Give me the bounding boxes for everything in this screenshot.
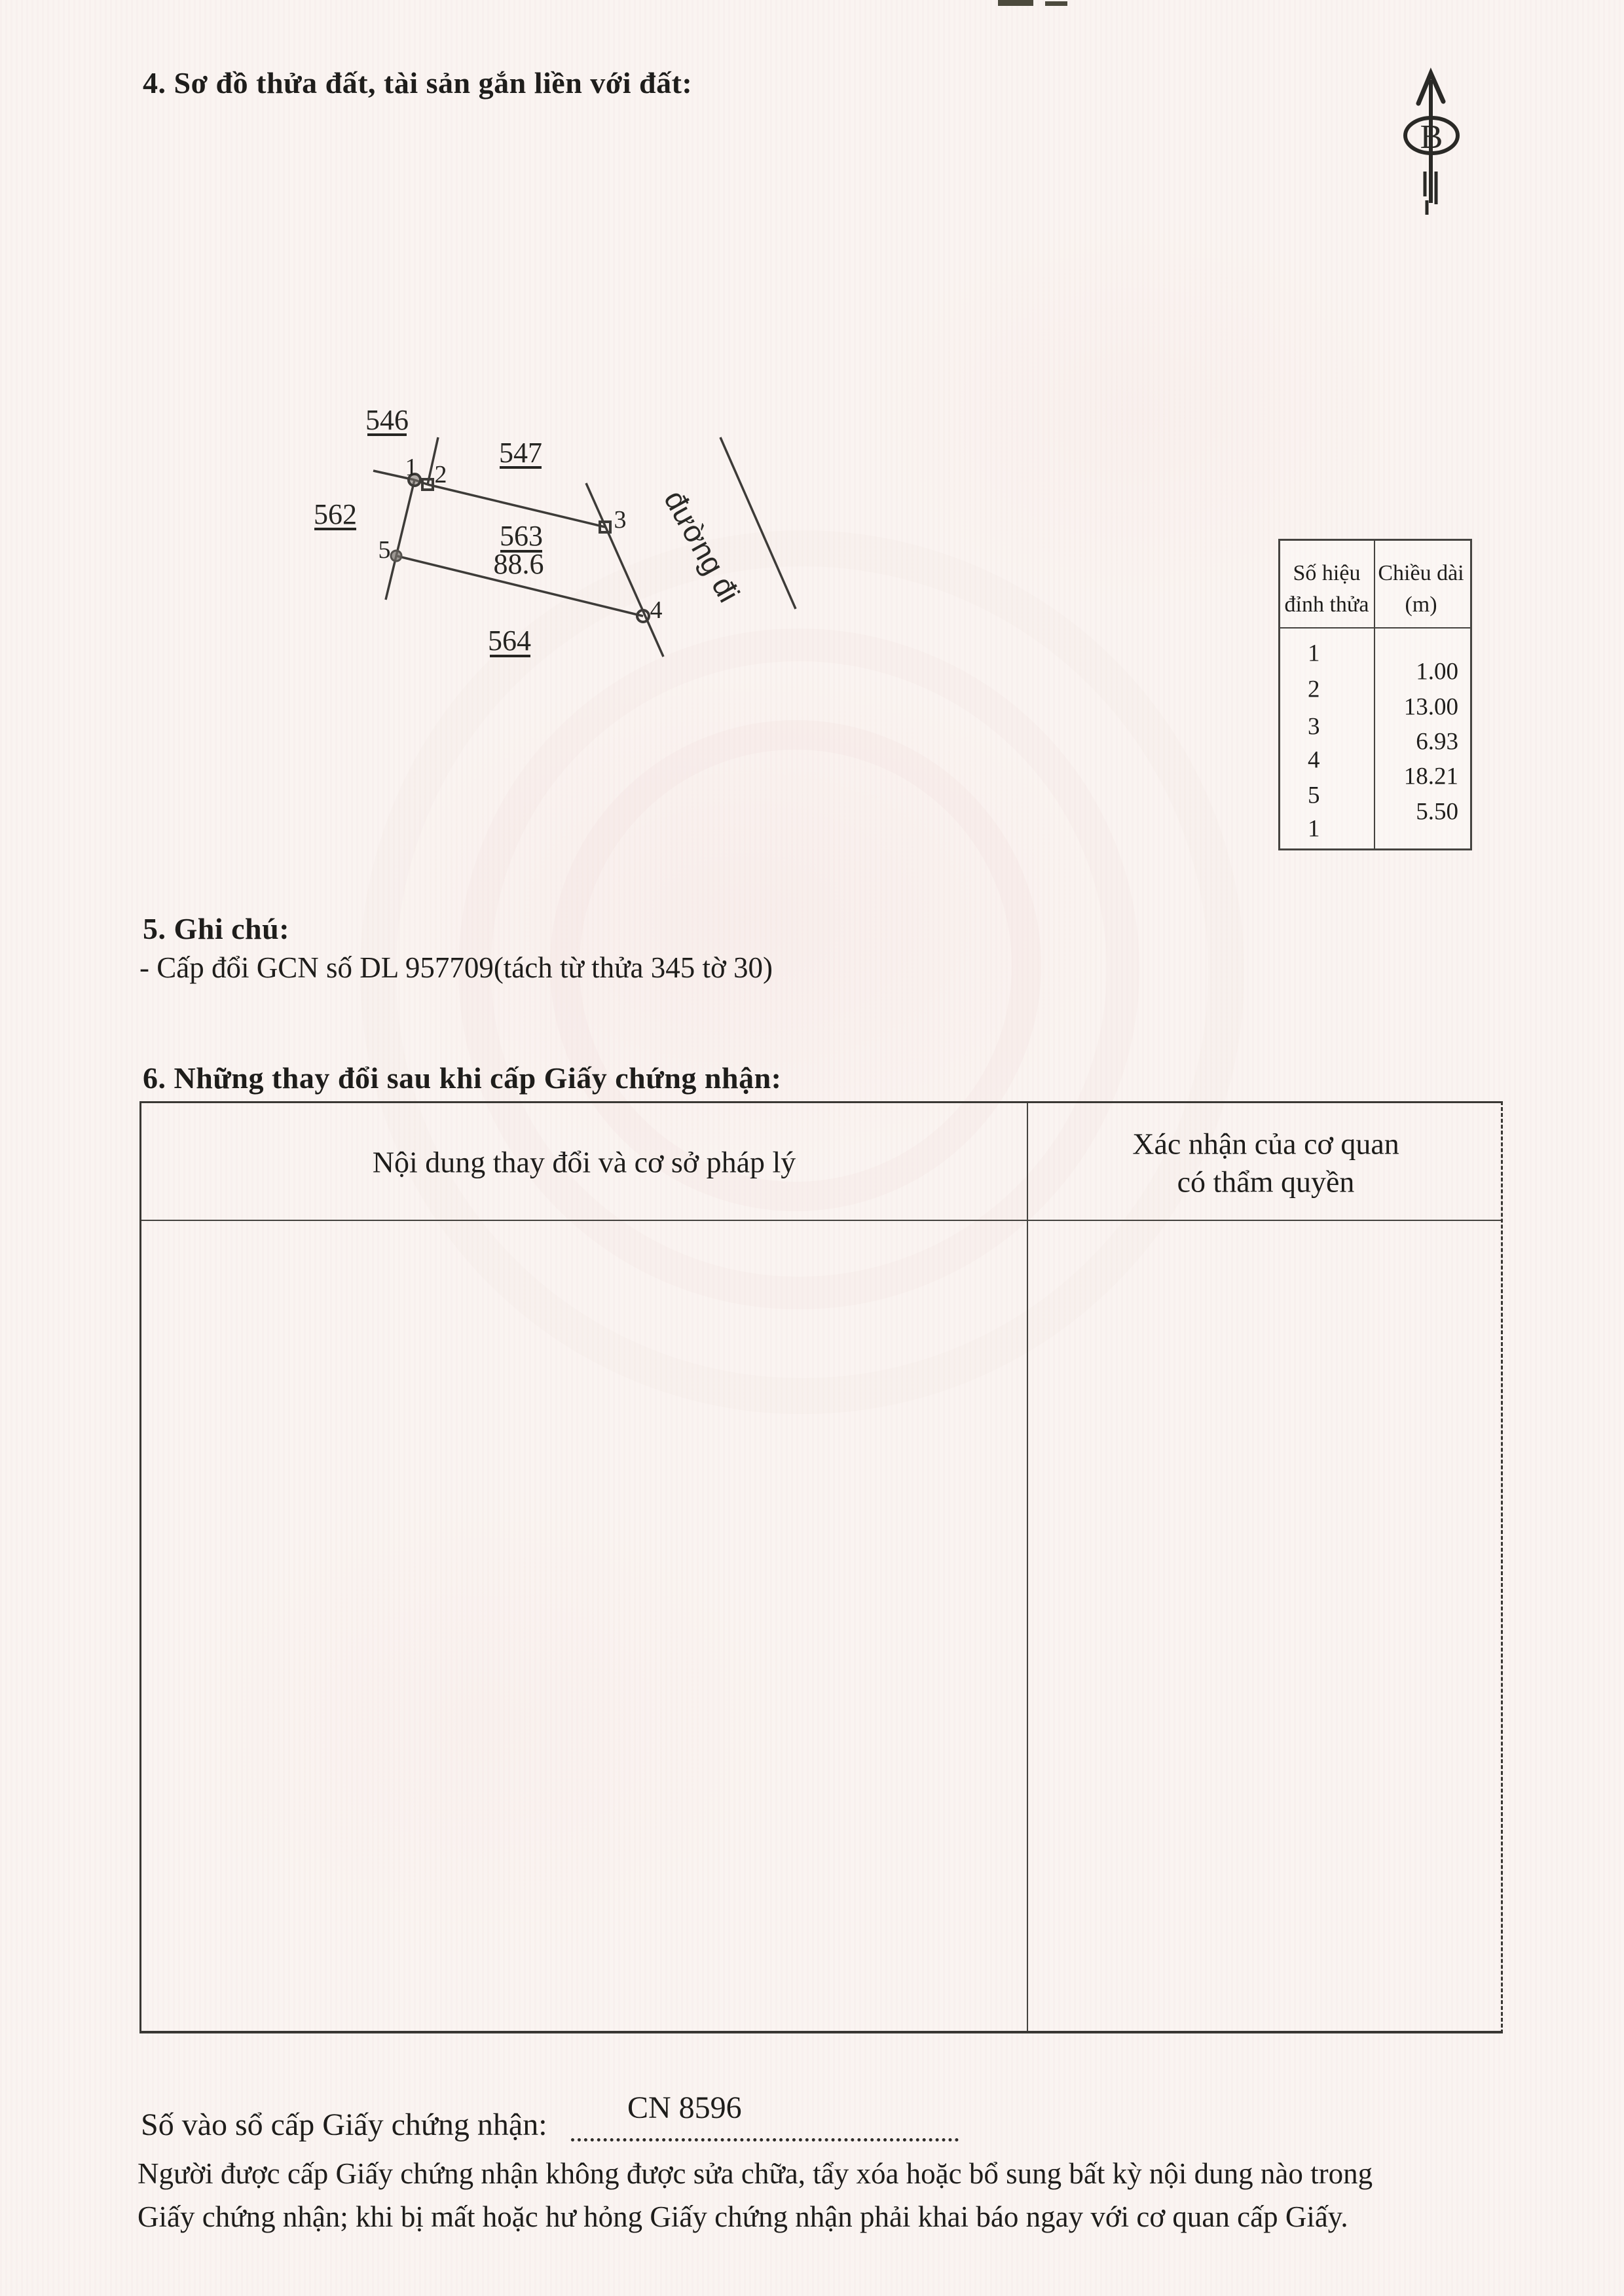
section4-title: 4. Sơ đồ thửa đất, tài sản gắn liền với đất: [143, 66, 693, 100]
footer-note-line1: Người được cấp Giấy chứng nhận không được sửa chữa, tẩy xóa hoặc bổ sung bất kỳ nội dung nào trong [138, 2157, 1373, 2190]
vertex-id: 1 [1308, 640, 1320, 667]
vertex-id: 4 [1308, 746, 1320, 774]
compass-north-label: B [1420, 118, 1443, 156]
registry-number: CN 8596 [627, 2090, 742, 2125]
parcel-area-label: 88.6 [493, 548, 544, 580]
parcel-label-562: 562 [314, 498, 357, 530]
north-compass-icon [1388, 33, 1486, 223]
scan-artifact [998, 0, 1033, 6]
parcel-label-546: 546 [365, 404, 409, 436]
table-column-divider [1374, 541, 1375, 848]
changes-table-header-separator [141, 1220, 1501, 1221]
changes-col1-header: Nội dung thay đổi và cơ sở pháp lý [372, 1145, 796, 1179]
section6-title: 6. Những thay đổi sau khi cấp Giấy chứng nhận: [143, 1061, 782, 1095]
vertex-table-header-col1: Số hiệu [1293, 561, 1361, 585]
parcel-label-564: 564 [488, 625, 531, 657]
edge-length: 1.00 [1416, 658, 1458, 685]
road-label: đường đi [657, 484, 747, 608]
changes-col2-header: Xác nhận của cơ quan [1132, 1127, 1399, 1161]
edge-length: 6.93 [1416, 728, 1458, 756]
changes-table [139, 1101, 1503, 2033]
vertex-id: 2 [1308, 676, 1320, 703]
vertex-4-label: 4 [650, 596, 663, 624]
edge-length: 18.21 [1403, 763, 1458, 790]
vertex-1-label: 1 [405, 454, 418, 481]
edge-length: 5.50 [1416, 798, 1458, 826]
vertex-5-marker [391, 551, 401, 561]
vertex-table-header-col2: (m) [1405, 592, 1437, 617]
vertex-5-label: 5 [378, 536, 391, 564]
footer-note-line2: Giấy chứng nhận; khi bị mất hoặc hư hỏng Giấy chứng nhận phải khai báo ngay với cơ quan cấp Giấy. [138, 2200, 1348, 2233]
vertex-2-label: 2 [434, 461, 447, 488]
section5-note: - Cấp đổi GCN số DL 957709(tách từ thửa 345 tờ 30) [139, 951, 773, 984]
vertex-3-label: 3 [614, 506, 627, 534]
changes-col2-header: có thẩm quyền [1177, 1165, 1355, 1199]
registry-label: Số vào sổ cấp Giấy chứng nhận: [141, 2107, 547, 2142]
section5-title: 5. Ghi chú: [143, 912, 290, 945]
vertex-table-header-col2: Chiều dài [1378, 561, 1464, 585]
parcel-label-547: 547 [499, 437, 542, 469]
table-header-separator [1280, 627, 1470, 629]
vertex-id: 5 [1308, 782, 1320, 809]
vertex-id: 1 [1308, 815, 1320, 843]
edge-length: 13.00 [1403, 693, 1458, 721]
changes-table-column-divider [1027, 1103, 1028, 2031]
scan-artifact [1045, 1, 1067, 6]
vertex-length-table [1278, 539, 1472, 850]
parcel-label-563: 563 [500, 520, 543, 552]
vertex-id: 3 [1308, 713, 1320, 740]
cadastral-sketch [282, 354, 832, 668]
vertex-table-header-col1: đỉnh thửa [1284, 592, 1369, 617]
